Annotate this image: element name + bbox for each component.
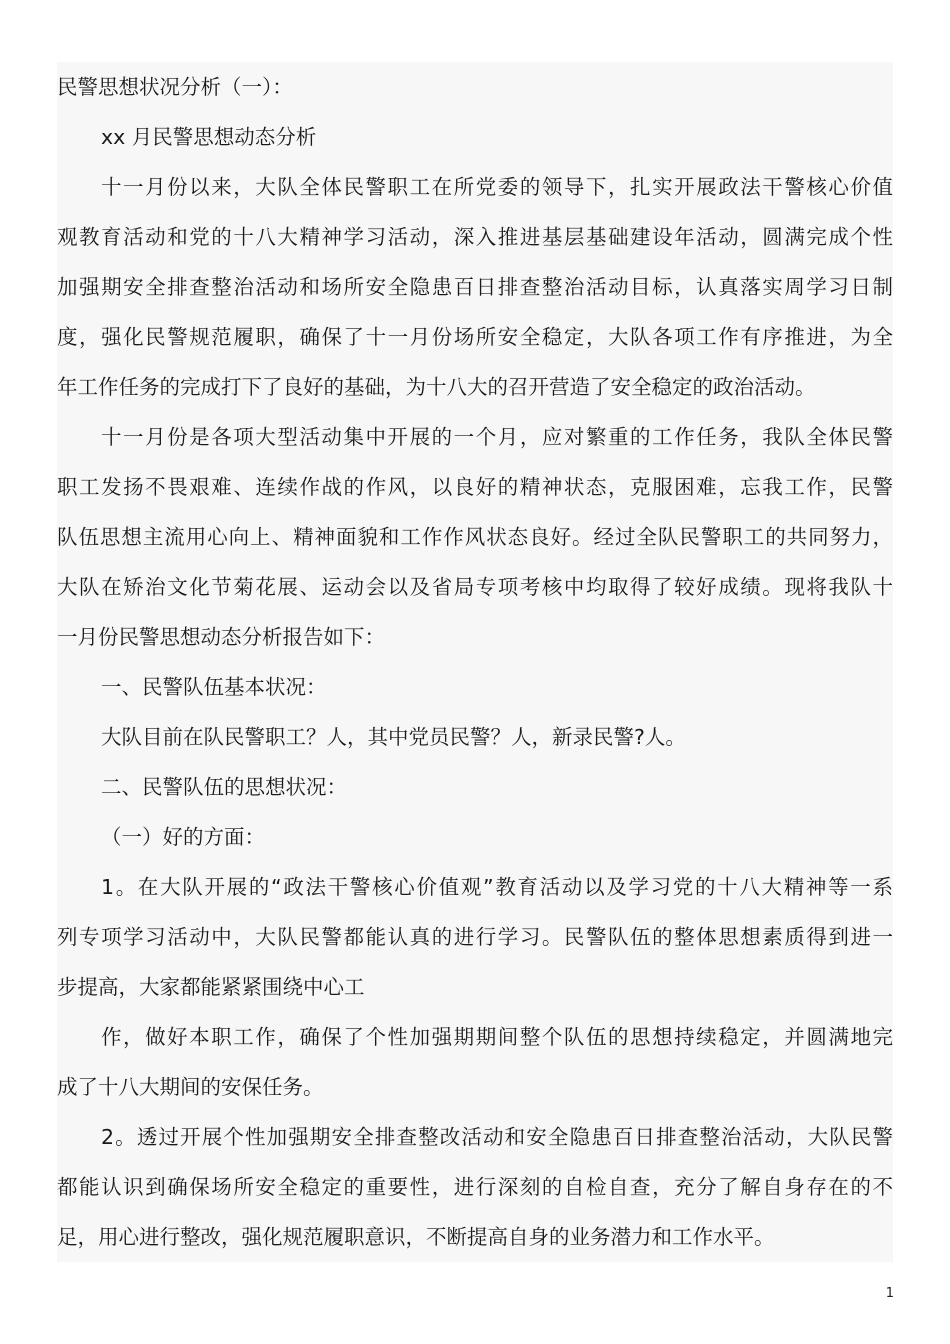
text-line: 步提高，大家都能紧紧围绕中心工 xyxy=(57,975,365,999)
text-line: xx 月民警思想动态分析 xyxy=(101,125,317,149)
text-line: 二、民警队伍的思想状况： xyxy=(101,775,347,799)
text-line: 十一月份是各项大型活动集中开展的一个月，应对繁重的工作任务，我队全体民警 xyxy=(101,425,893,449)
text-line: 年工作任务的完成打下了良好的基础，为十八大的召开营造了安全稳定的政治活动。 xyxy=(57,375,816,399)
text-line: 度，强化民警规范履职，确保了十一月份场所安全稳定，大队各项工作有序推进，为全 xyxy=(57,325,893,349)
text-line: 加强期安全排查整治活动和场所安全隐患百日排查整治活动目标，认真落实周学习日制 xyxy=(57,275,893,299)
text-line: 都能认识到确保场所安全稳定的重要性，进行深刻的自检自查，充分了解自身存在的不 xyxy=(57,1175,893,1199)
text-line: 列专项学习活动中，大队民警都能认真的进行学习。民警队伍的整体思想素质得到进一 xyxy=(57,925,893,949)
text-line: 民警思想状况分析（一）： xyxy=(57,75,293,99)
text-line: 观教育活动和党的十八大精神学习活动，深入推进基层基础建设年活动，圆满完成个性 xyxy=(57,225,893,249)
text-line: 一、民警队伍基本状况： xyxy=(101,675,327,699)
text-line: 2。透过开展个性加强期安全排查整改活动和安全隐患百日排查整治活动，大队民警 xyxy=(101,1125,893,1149)
text-line: 足，用心进行整改，强化规范履职意识，不断提高自身的业务潜力和工作水平。 xyxy=(57,1225,775,1249)
text-line: 职工发扬不畏艰难、连续作战的作风，以良好的精神状态，克服困难，忘我工作，民警 xyxy=(57,475,893,499)
text-line: 大队目前在队民警职工？人，其中党员民警？人，新录民警?人。 xyxy=(101,725,686,749)
document-body xyxy=(57,62,893,1262)
text-line: 1。在大队开展的“政法干警核心价值观”教育活动以及学习党的十八大精神等一系 xyxy=(101,875,893,899)
text-line: 大队在矫治文化节菊花展、运动会以及省局专项考核中均取得了较好成绩。现将我队十 xyxy=(57,575,893,599)
text-line: （一）好的方面： xyxy=(101,825,265,849)
text-line: 一月份民警思想动态分析报告如下： xyxy=(57,625,385,649)
text-line: 成了十八大期间的安保任务。 xyxy=(57,1075,324,1099)
text-line: 作，做好本职工作，确保了个性加强期期间整个队伍的思想持续稳定，并圆满地完 xyxy=(101,1025,893,1049)
text-line: 队伍思想主流用心向上、精神面貌和工作作风状态良好。经过全队民警职工的共同努力， xyxy=(57,525,893,549)
text-line: 十一月份以来，大队全体民警职工在所党委的领导下，扎实开展政法干警核心价值 xyxy=(101,175,893,199)
page-number: 1 xyxy=(885,1286,894,1301)
